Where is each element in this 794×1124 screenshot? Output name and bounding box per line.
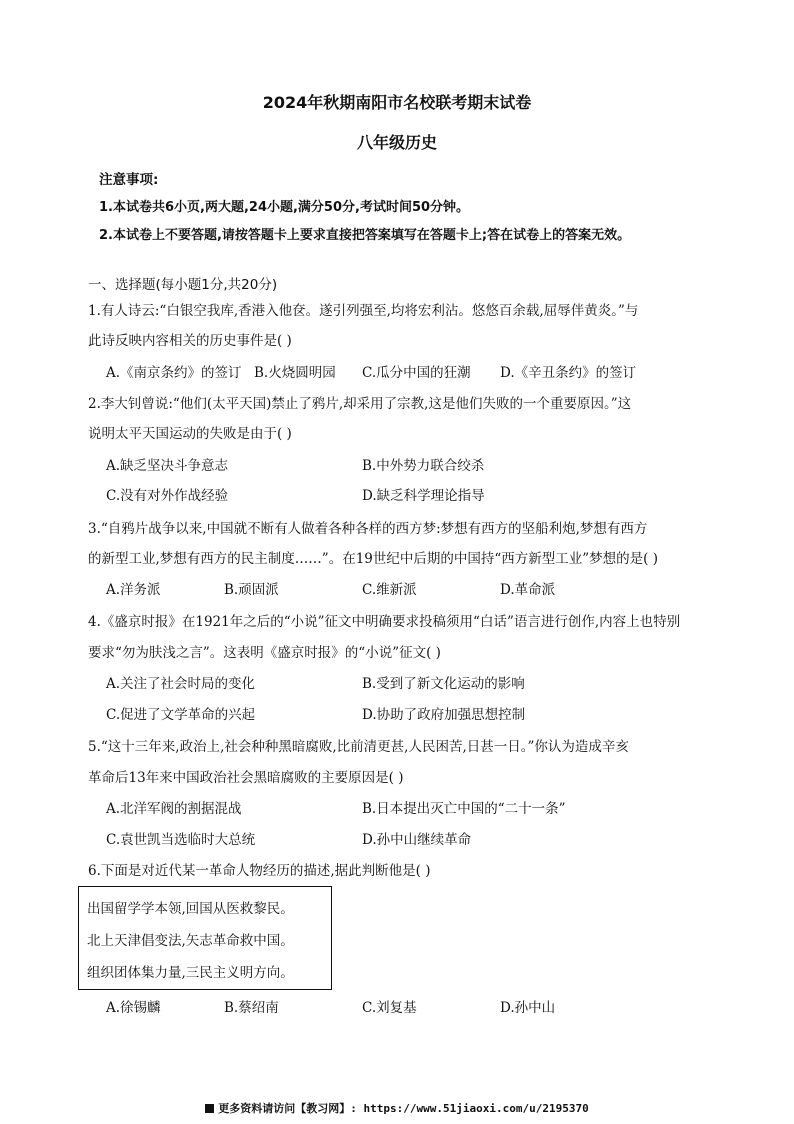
option-b: B.受到了新文化运动的影响 (362, 676, 525, 692)
page-subtitle: 八年级历史 (356, 133, 437, 152)
option-b: B.顽固派 (224, 582, 279, 598)
question-text: 要求“勿为肤浅之言”。这表明《盛京时报》的“小说”征文( ) (88, 645, 441, 661)
option-a: A.缺乏坚决斗争意志 (106, 458, 229, 474)
option-b: B.日本提出灭亡中国的“二十一条” (362, 801, 566, 817)
box-line: 出国留学学本领,回国从医救黎民。 (87, 901, 294, 917)
question-text: 3.“自鸦片战争以来,中国就不断有人做着各种各样的西方梦:梦想有西方的坚船利炮,梦想有西方 (88, 521, 648, 537)
question-text: 此诗反映内容相关的历史事件是( ) (88, 333, 292, 349)
question-text: 的新型工业,梦想有西方的民主制度……”。在19世纪中后期的中国持“西方新型工业”梦想的是( ) (88, 551, 658, 567)
option-c: C.没有对外作战经验 (106, 488, 229, 504)
option-d: D.缺乏科学理论指导 (362, 488, 485, 504)
option-d: D.协助了政府加强思想控制 (362, 707, 526, 723)
option-a: A.《南京条约》的签订 (106, 365, 242, 381)
notice-item: 2.本试卷上不要答题,请按答题卡上要求直接把答案填写在答题卡上;答在试卷上的答案无效。 (99, 228, 631, 243)
option-a: A.洋务派 (106, 582, 161, 598)
footer-link-text[interactable]: 更多资料请访问【教习网】: https://www.51jiaoxi.com/u/2195370 (218, 1102, 589, 1115)
question-text: 4.《盛京时报》在1921年之后的“小说”征文中明确要求投稿须用“白话”语言进行创作,内容上也特别 (88, 614, 681, 630)
option-d: D.孙中山继续革命 (362, 832, 472, 848)
box-line: 组织团体集力量,三民主义明方向。 (87, 965, 294, 981)
option-d: D.革命派 (500, 582, 556, 598)
option-c: C.维新派 (362, 582, 417, 598)
notice-heading: 注意事项: (99, 172, 159, 188)
option-c: C.刘复基 (362, 1000, 417, 1016)
flag-icon (205, 1104, 214, 1113)
box-line: 北上天津倡变法,矢志革命救中国。 (87, 933, 294, 949)
option-c: C.促进了文学革命的兴起 (106, 707, 256, 723)
option-a: A.徐锡麟 (106, 1000, 161, 1016)
question-text: 6.下面是对近代某一革命人物经历的描述,据此判断他是( ) (88, 863, 431, 879)
question-text: 革命后13年来中国政治社会黑暗腐败的主要原因是( ) (88, 770, 404, 786)
description-box (78, 886, 332, 990)
question-text: 说明太平天国运动的失败是由于( ) (88, 426, 292, 442)
option-a: A.关注了社会时局的变化 (106, 676, 256, 692)
question-text: 2.李大钊曾说:“他们(太平天国)禁止了鸦片,却采用了宗教,这是他们失败的一个重要原因。”这 (88, 396, 632, 412)
option-c: C.瓜分中国的狂潮 (362, 365, 471, 381)
option-b: B.蔡绍南 (224, 1000, 279, 1016)
option-b: B.中外势力联合绞杀 (362, 458, 485, 474)
question-text: 1.有人诗云:“白银空我库,香港入他奁。遂引列强至,均将宏利沾。悠悠百余载,屈辱伴黄炎。”与 (88, 303, 639, 319)
question-text: 5.“这十三年来,政治上,社会种种黑暗腐败,比前清更甚,人民困苦,日甚一日。”你认为造成辛亥 (88, 739, 629, 755)
option-d: D.孙中山 (500, 1000, 556, 1016)
section-heading: 一、选择题(每小题1分,共20分) (88, 277, 278, 293)
option-a: A.北洋军阀的割据混战 (106, 801, 242, 817)
notice-item: 1.本试卷共6小页,两大题,24小题,满分50分,考试时间50分钟。 (99, 200, 470, 215)
page-title: 2024年秋期南阳市名校联考期末试卷 (262, 93, 532, 112)
option-c: C.袁世凯当选临时大总统 (106, 832, 256, 848)
option-d: D.《辛丑条约》的签订 (500, 365, 637, 381)
option-b: B.火烧圆明园 (254, 365, 336, 381)
footer[interactable] (0, 1100, 794, 1116)
